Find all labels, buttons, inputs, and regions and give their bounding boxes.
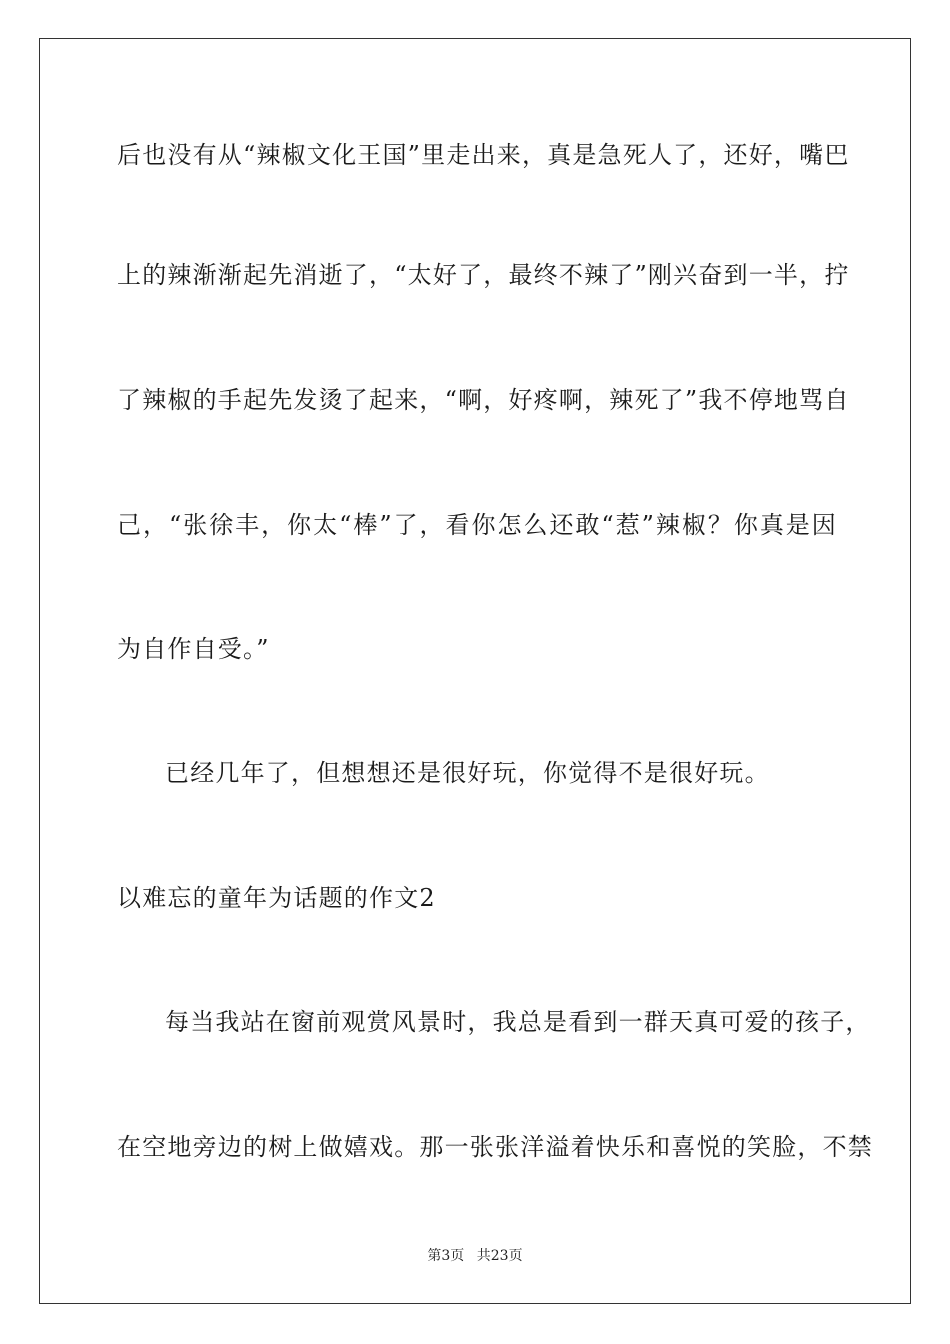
page-border — [39, 38, 911, 1304]
paragraph-line: 上的辣渐渐起先消逝了，“太好了，最终不辣了”刚兴奋到一半，拧 — [117, 261, 850, 289]
paragraph-line: 己，“张徐丰，你太“棒”了，看你怎么还敢“惹”辣椒？你真是因 — [117, 511, 837, 539]
section-heading: 以难忘的童年为话题的作文2 — [117, 884, 436, 912]
page-number: 第3页 — [427, 1248, 465, 1264]
page-total: 共23页 — [476, 1248, 523, 1264]
paragraph-line: 每当我站在窗前观赏风景时，我总是看到一群天真可爱的孩子， — [165, 1008, 871, 1036]
paragraph-line: 后也没有从“辣椒文化王国”里走出来，真是急死人了，还好，嘴巴 — [117, 141, 850, 169]
paragraph-line: 了辣椒的手起先发烫了起来，“啊，好疼啊，辣死了”我不停地骂自 — [117, 386, 850, 414]
paragraph-text: 已经几年了，但想想还是很好玩，你觉得不是很好玩。 — [165, 759, 770, 787]
paragraph-line: 在空地旁边的树上做嬉戏。那一张张洋溢着快乐和喜悦的笑脸，不禁 — [117, 1133, 873, 1161]
paragraph-line: 为自作自受。” — [117, 635, 270, 663]
page-footer — [0, 1247, 950, 1265]
